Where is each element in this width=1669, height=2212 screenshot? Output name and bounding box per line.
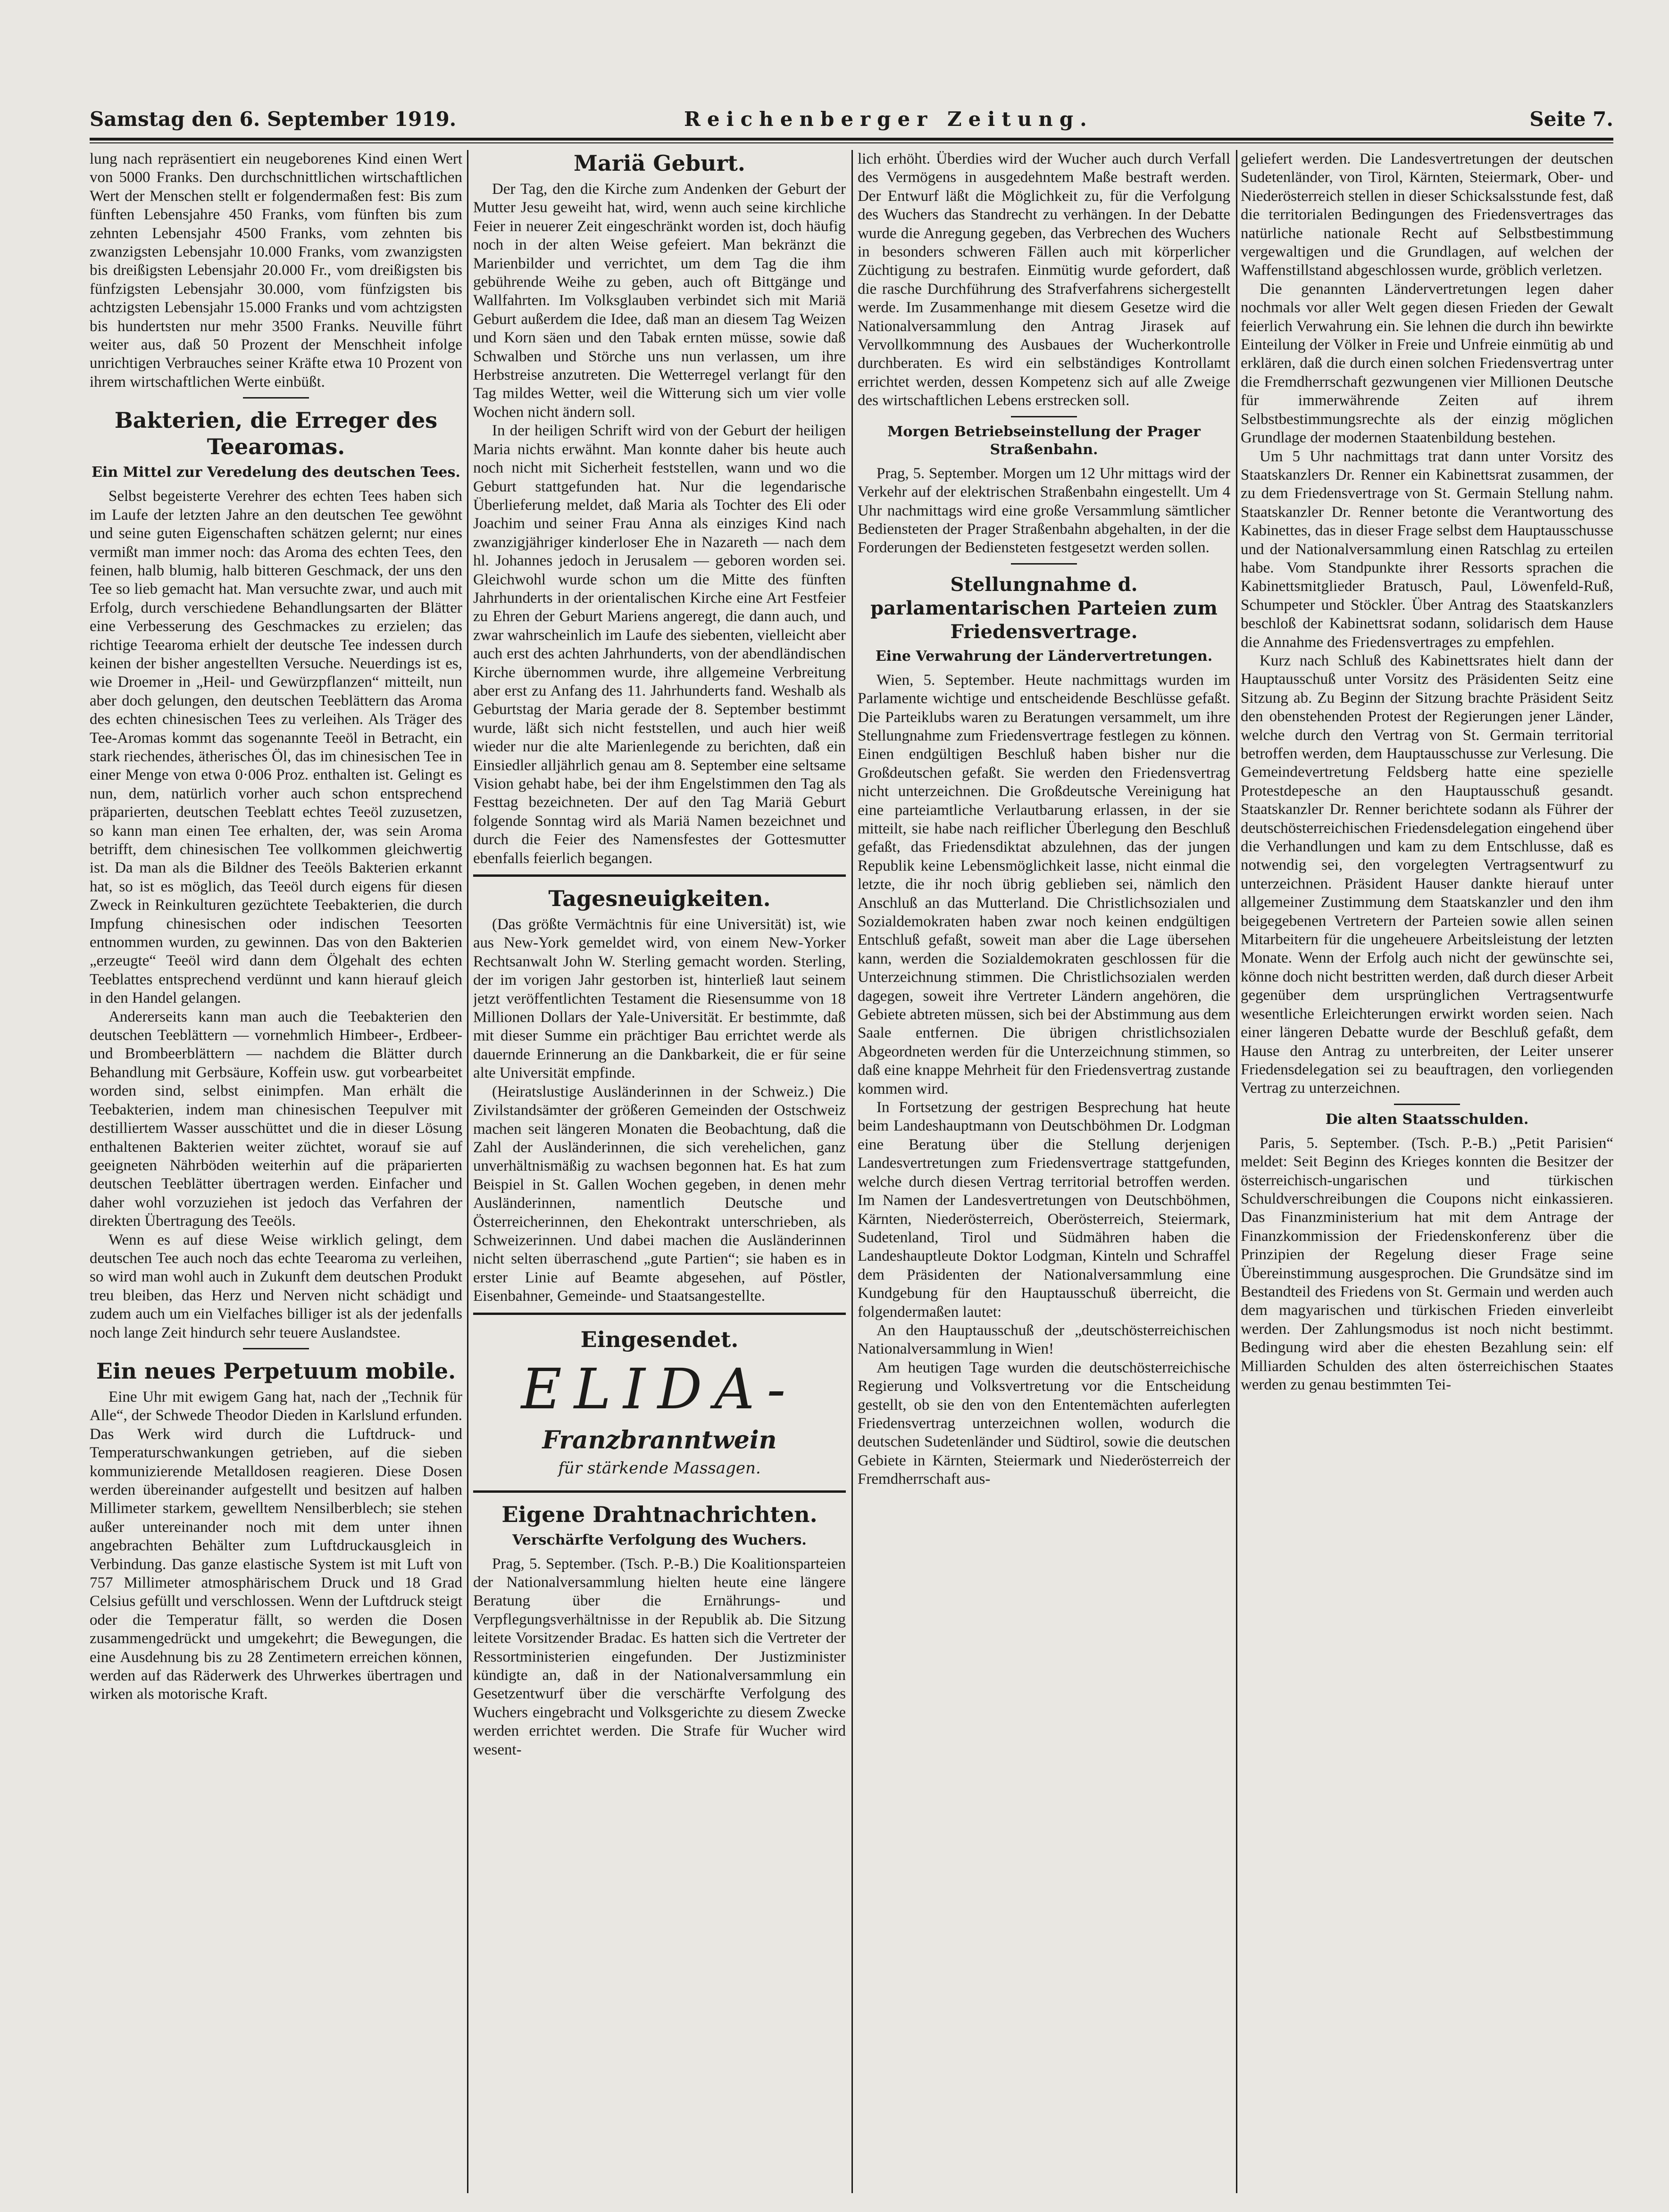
article-paragraph: Die genannten Ländervertretungen legen daher nochmals vor aller Welt gegen diesen Frieden der Gewalt feierlich Verwahrung ein. Sie lehnen die durch ihn bewirkte Einteilung der Völker in Freie und Unfreie einmütig ab und erklären, daß die durch einen solchen Friedensvertrag unter die Fremdherrschaft gezwungenen vier Millionen Deutsche für immerwährende Zeiten auf ihrem Selbstbestimmungsrechte als der einzig möglichen Grundlage der modernen Staatenbildung bestehen.	[1241, 280, 1613, 447]
column-2	[473, 150, 846, 2193]
article-paragraph: Kurz nach Schluß des Kabinettsrates hielt dann der Hauptausschuß unter Vorsitz des Präsidenten Seitz eine Sitzung ab. Zu Beginn der Sitzung brachte Präsident Seitz den obenstehenden Protest der Regierungen jener Länder, welche durch den Vertrag von St. Germain territorial betroffen werden, dem Hauptausschusse zur Verlesung. Die Gemeindevertretung Feldsberg hatte eine spezielle Protestdepesche an den Hauptausschuß gesandt. Staatskanzler Dr. Renner berichtete sodann als Führer der deutschösterreichischen Friedensdelegation eingehend über die Verhandlungen und kam zu dem Entschlusse, daß es notwendig sei, den vorgelegten Vertragsentwurf zu unterzeichnen. Präsident Hauser dankte hierauf unter allgemeiner Zustimmung dem Staatskanzler und den ihm beigegebenen Vertretern der Parteien sowie allen seinen Mitarbeitern für die ungeheuere Arbeitsleistung der letzten Monate. Wenn der Erfolg auch nicht der gewünschte sei, könne doch nicht bestritten werden, daß durch dieser Arbeit gegenüber dem ursprünglichen Vertragsentwurfe wesentliche Erleichterungen erwirkt worden seien. Nach einer längeren Debatte wurde der Beschluß gefaßt, dem Hause den Antrag zu unterbreiten, der Leiter unserer Friedensdelegation sei zu beauftragen, den vorliegenden Vertrag zu unterzeichnen.	[1241, 652, 1613, 1097]
ad-label: Eingesendet.	[580, 1326, 739, 1352]
article-paragraph: Prag, 5. September. (Tsch. P.-B.) Die Koalitionsparteien der Nationalversammlung hielten heute eine längere Beratung über die Ernährungs- und Verpflegungsverhältnisse in der Republik ab. Die Sitzung leitete Vorsitzender Bradac. Es hatten sich die Vertreter der Ressortministerien eingefunden. Der Justizminister kündigte an, daß in der Nationalversammlung ein Gesetzentwurf über die verschärfte Verfolgung des Wuchers eingebracht und Volksgerichte zu diesem Zwecke werden errichtet werden. Die Strafe für Wucher wird wesent-	[473, 1555, 846, 1758]
advertisement-rule	[473, 1490, 846, 1493]
article-headline: Bakterien, die Erreger des Teearomas.	[114, 407, 438, 460]
article-paragraph: In Fortsetzung der gestrigen Besprechung hat heute beim Landeshauptmann von Deutschböhmen Dr. Lodgman eine Beratung über die Stellung derjenigen Landesvertretungen zum Friedensvertrage stattgefunden, welche durch diesen Vertrag territorial betroffen werden. Im Namen der Landesvertretungen von Deutschböhmen, Kärnten, Niederösterreich, Oberösterreich, Steiermark, Sudetenland, Tirol und Südmähren haben die Landeshauptleute Doktor Lodgman, Kinteln und Schraffel dem Präsidenten der Nationalversammlung eine Kundgebung für den Hauptausschuß überreicht, die folgendermaßen lautet:	[858, 1099, 1230, 1321]
article-headline: Ein neues Perpetuum mobile.	[96, 1358, 456, 1384]
article-paragraph: Der Tag, den die Kirche zum Andenken der Geburt der Mutter Jesu geweiht hat, wird, wenn auch seine kirchliche Feier in neuerer Zeit eingeschränkt worden ist, doch häufig noch in der alten Weise gefeiert. Man bekränzt die Marienbilder und verrichtet, um dem Tag die ihm gebührende Weihe zu geben, auch oft Bittgänge und Wallfahrten. Im Volksglauben verbindet sich mit Mariä Geburt außerdem die Idee, daß man an diesem Tag Weizen und Korn säen und den Tabak ernten müsse, sowie daß Schwalben und Störche uns nun verlassen, um ihre Herbstreise anzutreten. Die Wetterregel verlangt für den Tag mildes Wetter, weil die Witterung sich um vier volle Wochen nicht ändern soll.	[473, 181, 846, 421]
column-4	[1241, 150, 1613, 2193]
section-headline: Eigene Drahtnachrichten.	[501, 1501, 818, 1527]
article-paragraph: An den Hauptausschuß der „deutschösterreichischen Nationalversammlung in Wien!	[858, 1322, 1230, 1358]
article-paragraph: Um 5 Uhr nachmittags trat dann unter Vorsitz des Staatskanzlers Dr. Renner ein Kabinettsrat zusammen, der zu dem Friedensvertrage von St. Germain Stellung nahm. Staatskanzler Dr. Renner betonte die Verantwortung des Kabinettes, das in dieser Frage selbst dem Hauptausschusse und der Nationalversammlung einen Ratschlag zu erteilen habe. Vom Standpunkte ihrer Ressorts sprachen die Kabinettsmitglieder Bratusch, Paul, Löwenfeld-Ruß, Schumpeter und Stöckler. Über Antrag des Staatskanzlers beschloß der Kabinettsrat sodann, solidarisch dem Hause die Annahme des Friedensvertrages zu empfehlen.	[1241, 448, 1613, 651]
masthead: Reichenberger Zeitung.	[684, 108, 1093, 131]
article-headline: Mariä Geburt.	[574, 150, 745, 176]
article-subheadline: Ein Mittel zur Veredelung des deutschen Tees.	[92, 464, 460, 481]
article-subheadline: Verschärfte Verfolgung des Wuchers.	[512, 1531, 807, 1548]
article-paragraph: Paris, 5. September. (Tsch. P.-B.) „Petit Parisien“ meldet: Seit Beginn des Krieges konnten die Besitzer der österreichisch-ungarischen und türkischen Schuldverschreibungen die Coupons nicht einkassieren. Das Finanzministerium hat mit dem Antrage der Finanzkommission der Friedenskonferenz über die Prinzipien der Regelung dieser Frage seine Übereinstimmung ausgesprochen. Die Grundsätze sind im Bestandteil des Friedens von St. Germain und werden auch dem magyarischen und türkischen Frieden einverleibt werden. Der Zahlungsmodus ist noch nicht bestimmt. Bedingung wird aber die ehesten Bezahlung sein: elf Milliarden Schulden des alten österreichischen Staates werden zu genau bestimmten Tei-	[1241, 1134, 1613, 1393]
article-paragraph: geliefert werden. Die Landesvertretungen der deutschen Sudetenländer, von Tirol, Kärnten, Steiermark, Ober- und Niederösterreich stellen in dieser Schicksalsstunde fest, daß die territorialen Bedingungen des Friedensvertrages das natürliche nationale Recht auf Selbstbestimmung vergewaltigen und die Grundlagen, auf welchen der Waffenstillstand abgeschlossen wurde, gröblich verletzen.	[1241, 150, 1613, 279]
advertisement-rule	[473, 1313, 846, 1315]
article-subheadline: Morgen Betriebseinstellung der Prager Straßenbahn.	[887, 423, 1201, 458]
article-paragraph: Wien, 5. September. Heute nachmittags wurden im Parlamente wichtige und entscheidende Beschlüsse gefaßt. Die Parteiklubs waren zu Beratungen versammelt, um ihre Stellungnahme zum Friedensvertrage festlegen zu können. Einen endgültigen Beschluß haben bisher nur die Großdeutschen gefaßt. Sie werden den Friedensvertrag nicht unterzeichnen. Die Großdeutsche Vereinigung hat eine parteiamtliche Verlautbarung erlassen, in der sie mitteilt, sie habe nach reiflicher Überlegung den Beschluß gefaßt, das Friedensdiktat abzulehnen, das der jungen Republik keine Lebensmöglichkeit lasse, nicht einmal die letzte, die ihr noch übrig geblieben sei, nämlich den Anschluß an das Mutterland. Die Christlichsozialen und Sozialdemokraten haben zwar noch keinen endgültigen Entschluß gefaßt, soweit man aber die Lage übersehen kann, werden die Sozialdemokraten geschlossen für die Unterzeichnung stimmen. Die Christlichsozialen werden dagegen, soweit ihre Vertreter Ländern angehören, die Gebiete abtreten müssen, sich bei der Abstimmung aus dem Saale entfernen. Die übrigen christlichsozialen Abgeordneten werden für die Unterzeichnung stimmen, so daß eine knappe Mehrheit für den Friedensvertrag zustande kommen wird.	[858, 671, 1230, 1098]
article-paragraph: lich erhöht. Überdies wird der Wucher auch durch Verfall des Vermögens in ausgedehntem Maße bestraft werden. Der Entwurf läßt die Möglichkeit zu, für die Verfolgung des Wuchers das Standrecht zu verhängen. In der Debatte wurde die Anregung gegeben, das Verbrechen des Wuchers in besonders schweren Fällen auch mit körperlicher Züchtigung zu bestrafen. Einmütig wurde gefordert, daß die rasche Durchführung des Strafverfahrens sichergestellt werde. Im Zusammenhange mit diesem Gesetze wird die Nationalversammlung den Antrag Jirasek auf Vervollkommnung des Ausbaues der Wucherkontrolle durchberaten. Es wird ein selbständiges Kontrollamt errichtet werden, dessen Kompetenz sich auf alle Zweige des wirtschaftlichen Lebens erstrecken soll.	[858, 150, 1230, 409]
column-1	[90, 150, 462, 2193]
column-divider	[467, 150, 468, 2193]
article-paragraph: Am heutigen Tage wurden die deutschösterreichische Regierung und Volksvertretung vor die Entscheidung gestellt, ob sie den von den Ententemächten auferlegten Friedensvertrag unterzeichnen wollen, wodurch die deutschen Sudetenländer und Südtirol, sowie die deutschen Gebiete in Kärnten, Steiermark und Niederösterreich der Fremdherrschaft aus-	[858, 1359, 1230, 1488]
column-divider	[851, 150, 853, 2193]
header-rule	[90, 138, 1613, 143]
section-headline: Tagesneuigkeiten.	[548, 886, 771, 912]
ad-product: Franzbranntwein	[542, 1425, 777, 1455]
article-headline: Stellungnahme d. parlamentarischen Parteien zum Friedensvertrage.	[870, 573, 1218, 643]
section-rule	[243, 1348, 309, 1349]
page-header	[90, 108, 1613, 136]
page-number: Seite 7.	[1529, 108, 1613, 131]
article-paragraph: In der heiligen Schrift wird von der Geburt der heiligen Maria nichts erwähnt. Man konnte daher bis heute auch noch nicht mit Sicherheit feststellen, wann und wo die Geburt stattgefunden hat. Nur die legendarische Überlieferung meldet, daß Maria als Tochter des Eli oder Joachim und seiner Frau Anna als einziges Kind nach zwanzigjähriger kinderloser Ehe in Nazareth — nach dem hl. Johannes jedoch in Jerusalem — geboren worden sei. Gleichwohl wurde schon um die Mitte des fünften Jahrhunderts in der orientalischen Kirche eine Art Festfeier zu Ehren der Geburt Mariens angeregt, die dann auch, und zwar wahrscheinlich im Laufe des siebenten, vielleicht aber auch erst des achten Jahrhunderts, von der abendländischen Kirche übernommen wurde, ihre allgemeine Verbreitung aber erst zu Anfang des 11. Jahrhunderts fand. Weshalb als Geburtstag der Maria gerade der 8. September bestimmt wurde, läßt sich nicht feststellen, und auch hier weiß wieder nur die alte Marienlegende zu berichten, daß ein Einsiedler alljährlich genau am 8. September eine seltsame Vision gehabt habe, bei der ihm Engelstimmen den Tag als Festtag bezeichneten. Der auf den Tag Mariä Geburt folgende Sonntag wird als Mariä Namen bezeichnet und durch die Feier des Namensfestes der Gottesmutter ebenfalls feierlich begangen.	[473, 422, 846, 867]
article-paragraph: Andererseits kann man auch die Teebakterien den deutschen Teeblättern — vornehmlich Himbeer-, Erdbeer- und Brombeerblättern — nachdem die Blätter durch Behandlung mit Gerbsäure, Koffein usw. gut vorbearbeitet worden sind, selbst einimpfen. Man erhält die Teebakterien, indem man chinesischen Teepulver mit destilliertem Wasser ausschüttet und die in dieser Lösung enthaltenen Bakterien weiter züchtet, worauf sie auf geeigneten Nährböden weiterhin auf die präparierten deutschen Teeblätter übertragen werden. Einfacher und daher wohl vorzuziehen ist jedoch das Verfahren der direkten Übertragung des Teeöls.	[90, 1008, 462, 1230]
column-divider	[1236, 150, 1237, 2193]
section-rule	[473, 874, 846, 877]
section-rule	[1011, 416, 1077, 417]
ad-tagline: für stärkende Massagen.	[558, 1458, 761, 1478]
section-rule	[1394, 1104, 1460, 1105]
news-item: (Heiratslustige Ausländerinnen in der Schweiz.) Die Zivilstandsämter der größeren Gemeinden der Ostschweiz machen seit längeren Monaten die Beobachtung, daß die Zahl der Ausländerinnen, die sich verehelichen, ganz unverhältnismäßig zu wachsen begonnen hat. Es hat zum Beispiel in St. Gallen Wochen gegeben, in denen mehr Ausländerinnen, namentlich Deutsche und Österreicherinnen, den Ehekontrakt unterschrieben, als Schweizerinnen. Und dabei machen die Ausländerinnen nicht selten überraschend „gute Partien“; sie haben es in erster Linie auf Beamte abgesehen, auf Pöstler, Eisenbahner, Gemeinde- und Staatsangestellte.	[473, 1083, 846, 1305]
article-paragraph: Wenn es auf diese Weise wirklich gelingt, dem deutschen Tee auch noch das echte Teearoma zu verleihen, so wird man wohl auch in Zukunft dem deutschen Produkt treu bleiben, das Herz und Nerven nicht schädigt und zudem auch um ein Vielfaches billiger ist als der jedenfalls noch lange Zeit hindurch sehr teuere Auslandstee.	[90, 1231, 462, 1341]
column-3	[858, 150, 1230, 2193]
advertisement	[473, 1322, 846, 1484]
article-subheadline: Eine Verwahrung der Ländervertretungen.	[875, 648, 1213, 665]
section-rule	[1011, 563, 1077, 565]
article-paragraph: lung nach repräsentiert ein neugeborenes Kind einen Wert von 5000 Franks. Den durchschnittlichen wirtschaftlichen Wert der Menschen stellt er folgendermaßen fest: Bis zum fünften Lebensjahre 450 Franks, vom fünften bis zum zehnten Lebensjahr 4500 Franks, vom zehnten bis zwanzigsten Lebensjahr 10.000 Franks, vom zwanzigsten bis dreißigsten Lebensjahr 20.000 Fr., vom dreißigsten bis fünfzigsten Lebensjahr 30.000, vom fünfzigsten bis achtzigsten Lebensjahr 15.000 Franks und vom achtzigsten bis hundertsten nur mehr 3500 Franks. Neuville führt weiter aus, daß 50 Prozent der Menschheit infolge unrichtigen Verbrauches seiner Kräfte etwa 10 Prozent von ihrem wirtschaftlichen Werte einbüßt.	[90, 150, 462, 391]
news-item: (Das größte Vermächtnis für eine Universität) ist, wie aus New-York gemeldet wird, von einem New-Yorker Rechtsanwalt John W. Sterling gemacht worden. Sterling, der im vorigen Jahr gestorben ist, hinterließ laut seinem jetzt veröffentlichten Testament die Riesensumme von 18 Millionen Dollars der Yale-Universität. Er bestimmte, daß mit dieser Summe ein prächtiger Bau errichtet werde als dauernde Erinnerung an die Dankbarkeit, die er für seine alte Universität empfinde.	[473, 916, 846, 1082]
issue-date: Samstag den 6. September 1919.	[90, 108, 457, 131]
article-paragraph: Prag, 5. September. Morgen um 12 Uhr mittags wird der Verkehr auf der elektrischen Straßenbahn eingestellt. Um 4 Uhr nachmittags wird eine große Versammlung sämtlicher Bediensteten der Prager Straßenbahn abgehalten, in der die Forderungen der Bediensteten festgesetzt werden sollen.	[858, 465, 1230, 557]
article-subheadline: Die alten Staatsschulden.	[1325, 1111, 1529, 1128]
article-paragraph: Selbst begeisterte Verehrer des echten Tees haben sich im Laufe der letzten Jahre an den deutschen Tee gewöhnt und seine guten Eigenschaften schätzen gelernt; nur eines vermißt man immer noch: das Aroma des echten Tees, den feinen, halb blumig, halb bitteren Geschmack, der uns den Tee so lieb gemacht hat. Man versuchte zwar, und auch mit Erfolg, durch verschiedene Behandlungsarten der Blätter eine Verbesserung des Geschmackes zu erzielen; das richtige Teearoma erhielt der deutsche Tee indessen durch keinen der bisher angestellten Versuche. Neuerdings ist es, wie Droemer in „Heil- und Gewürzpflanzen“ mitteilt, nun aber doch gelungen, den deutschen Teeblättern das Aroma des echten chinesischen Tees zu verleihen. Als Träger des Tee-Aromas kommt das sogenannte Teeöl in Betracht, ein stark riechendes, ätherisches Öl, das im chinesischen Tee in einer Menge von etwa 0·006 Proz. enthalten ist. Gelingt es nun, dem, natürlich vorher auch schon entsprechend präparierten, deutschen Teeblatt echtes Teeöl zuzusetzen, so kann man einen Tee erhalten, der, was sein Aroma betrifft, dem chinesischen Tee vollkommen gleichwertig ist. Da man als die Bildner des Teeöls Bakterien erkannt hat, so ist es möglich, das Teeöl durch eigens für diesen Zweck in Reinkulturen gezüchtete Teebakterien, die durch Impfung chinesischen oder indischen Teesorten entnommen wurden, zu gewinnen. Das von den Bakterien „erzeugte“ Teeöl wird dann dem Ölgehalt des echten Teeblattes entsprechend verdünnt und kann hierauf gleich in den Handel gelangen.	[90, 488, 462, 1007]
section-rule	[243, 397, 309, 399]
ad-brand: ELIDA-	[521, 1356, 798, 1422]
article-paragraph: Eine Uhr mit ewigem Gang hat, nach der „Technik für Alle“, der Schwede Theodor Dieden in Karlslund erfunden. Das Werk wird durch die Luftdruck- und Temperaturschwankungen getrieben, auf die sieben kommunizierende Metalldosen reagieren. Diese Dosen werden übereinander aufgestellt und besitzen auf halben Millimeter starkem, gewelltem Nensilberblech; sie stehen außer untereinander noch mit dem unter ihnen angebrachten Behälter zum Luftdruckausgleich in Verbindung. Das ganze elastische System ist mit Luft von 757 Millimeter atmosphärischem Druck und 18 Grad Celsius gefüllt und verschlossen. Wenn der Luftdruck steigt oder die Temperatur fällt, so werden die Dosen zusammengedrückt und umgekehrt; die Bewegungen, die eine Ausdehnung bis zu 28 Zentimetern erreichen können, werden auf das Räderwerk des Uhrwerkes übertragen und wirken als motorische Kraft.	[90, 1388, 462, 1703]
